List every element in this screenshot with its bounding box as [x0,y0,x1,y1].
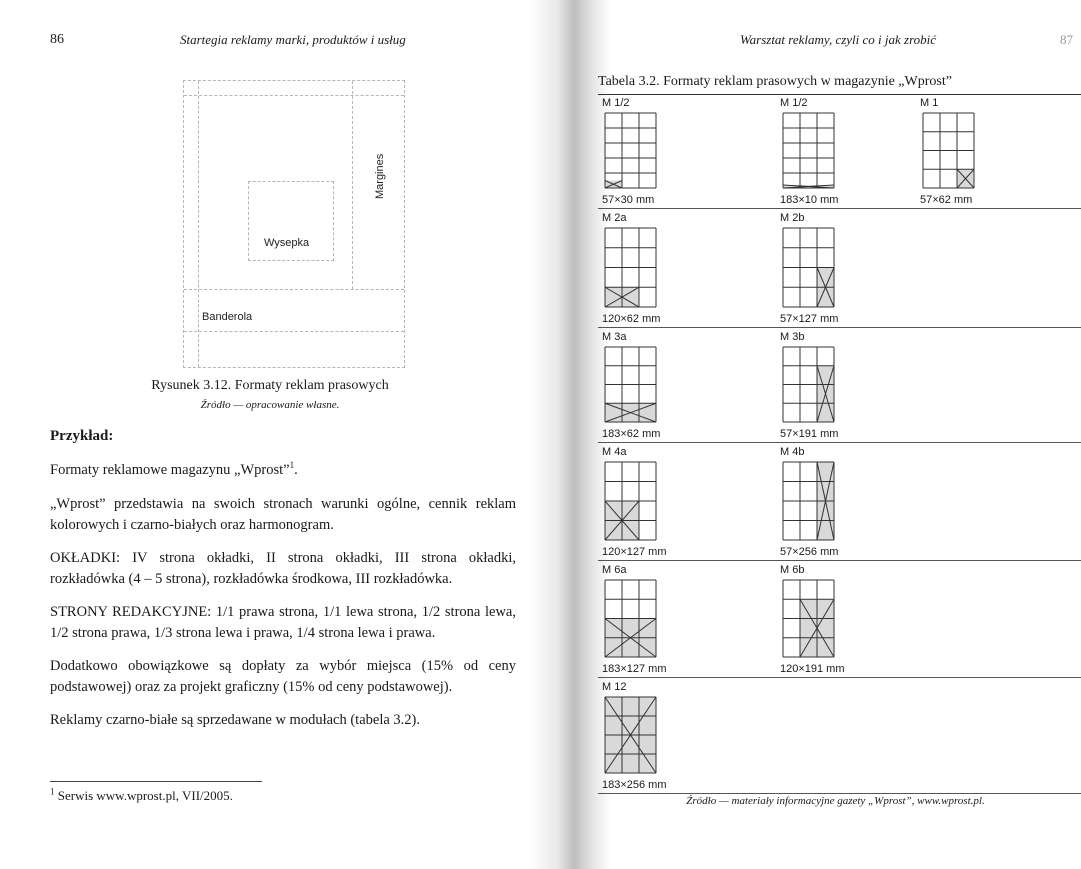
footnote [50,788,233,804]
left-page-number: 86 [50,32,64,47]
table-row [598,329,1081,443]
module-code: M 1/2 [602,97,630,109]
module-size: 57×62 mm [920,194,973,206]
module-code: M 4a [602,446,627,458]
right-running-head: Warsztat reklamy, czyli co i jak zrobić [740,32,937,47]
module-diagram [922,112,975,189]
table-row [598,210,1081,328]
module-size: 120×191 mm [780,663,845,675]
figure-banner-top-line [184,289,404,290]
figure-island-box [248,181,334,261]
module-cell [598,329,758,442]
module-code: M 1 [920,97,939,109]
paragraph-3: OKŁADKI: IV strona okładki, II strona okładki, III strona okładki, rozkładówka (4 – 5 strona), rozkładówka środkowa, III rozkładówka. [50,550,516,587]
module-diagram [782,346,835,423]
figure-source: Źródło — opracowanie własne. [200,399,340,411]
right-page [590,0,1081,869]
module-diagram [604,579,657,658]
paragraph-1-text: Formaty reklamowe magazynu „Wprost” [50,462,290,478]
paragraph-2: „Wprost” przedstawia na swoich stronach warunki ogólne, cennik reklam kolorowych i czarno-białych oraz harmonogram. [50,496,516,533]
module-cell [598,444,758,560]
left-page [0,0,540,869]
module-diagram [782,461,835,541]
margins-label: Margines [374,153,386,199]
module-diagram [604,346,657,423]
module-size: 183×256 mm [602,779,667,791]
module-size: 120×62 mm [602,313,661,325]
module-diagram [782,112,835,189]
module-diagram [782,227,835,308]
module-cell [598,210,758,327]
module-diagram [604,461,657,541]
module-code: M 2b [780,212,805,224]
module-cell [776,562,936,677]
table-caption: Tabela 3.2. Formaty reklam prasowych w magazynie „Wprost” [598,74,952,89]
module-size: 57×191 mm [780,428,839,440]
module-size: 57×127 mm [780,313,839,325]
module-code: M 4b [780,446,805,458]
example-heading: Przykład: [50,428,114,444]
table-source: Źródło — materiały informacyjne gazety „Wprost”, www.wprost.pl. [686,795,985,807]
module-size: 183×127 mm [602,663,667,675]
module-size: 57×256 mm [780,546,839,558]
module-size: 57×30 mm [602,194,655,206]
module-diagram [604,112,657,189]
ad-formats-figure [183,80,405,368]
figure-left-margin-line [198,81,199,367]
figure-margin-column-line [352,81,353,289]
paragraph-4: STRONY REDAKCYJNE: 1/1 prawa strona, 1/1 lewa strona, 1/2 strona lewa, 1/2 strona prawa, 1/3 strona lewa i prawa, 1/4 strona lewa i prawa. [50,604,516,641]
module-size: 183×62 mm [602,428,661,440]
paragraph-5: Dodatkowo obowiązkowe są dopłaty za wybór miejsca (15% od ceny podstawowej) oraz za projekt graficzny (15% od ceny podstawowej). [50,658,516,695]
module-diagram [604,227,657,308]
module-size: 183×10 mm [780,194,839,206]
table-row [598,562,1081,678]
module-diagram [604,696,657,774]
module-cell [598,679,758,793]
figure-banner-bottom-line [184,331,404,332]
paragraph-6: Reklamy czarno-białe są sprzedawane w modułach (tabela 3.2). [50,712,420,728]
module-diagram [782,579,835,658]
module-cell [916,95,1076,208]
footnote-rule [50,781,262,782]
banner-label: Banderola [202,311,253,323]
table-row [598,95,1081,209]
module-cell [776,444,936,560]
module-size: 120×127 mm [602,546,667,558]
table-row [598,444,1081,561]
module-cell [776,329,936,442]
island-label: Wysepka [264,237,310,249]
table-row [598,679,1081,794]
module-code: M 3b [780,331,805,343]
right-page-number: 87 [1060,32,1073,47]
module-cell [776,95,939,208]
footnote-marker: 1 [50,786,55,797]
paragraph-1: Formaty reklamowe magazynu „Wprost”$^1$. [50,460,298,478]
module-code: M 6b [780,564,805,576]
module-cell [598,95,758,208]
figure-top-margin-line [184,95,404,96]
module-code: M 3a [602,331,627,343]
module-code: M 2a [602,212,627,224]
module-code: M 6a [602,564,627,576]
left-running-head: Startegia reklamy marki, produktów i usług [180,32,406,47]
module-cell [776,210,936,327]
figure-caption: Rysunek 3.12. Formaty reklam prasowych [151,378,389,393]
footnote-text: Serwis www.wprost.pl, VII/2005. [57,788,233,803]
module-code: M 12 [602,681,627,693]
module-cell [598,562,758,677]
footnote-ref: 1 [289,460,295,471]
module-code: M 1/2 [780,97,808,109]
